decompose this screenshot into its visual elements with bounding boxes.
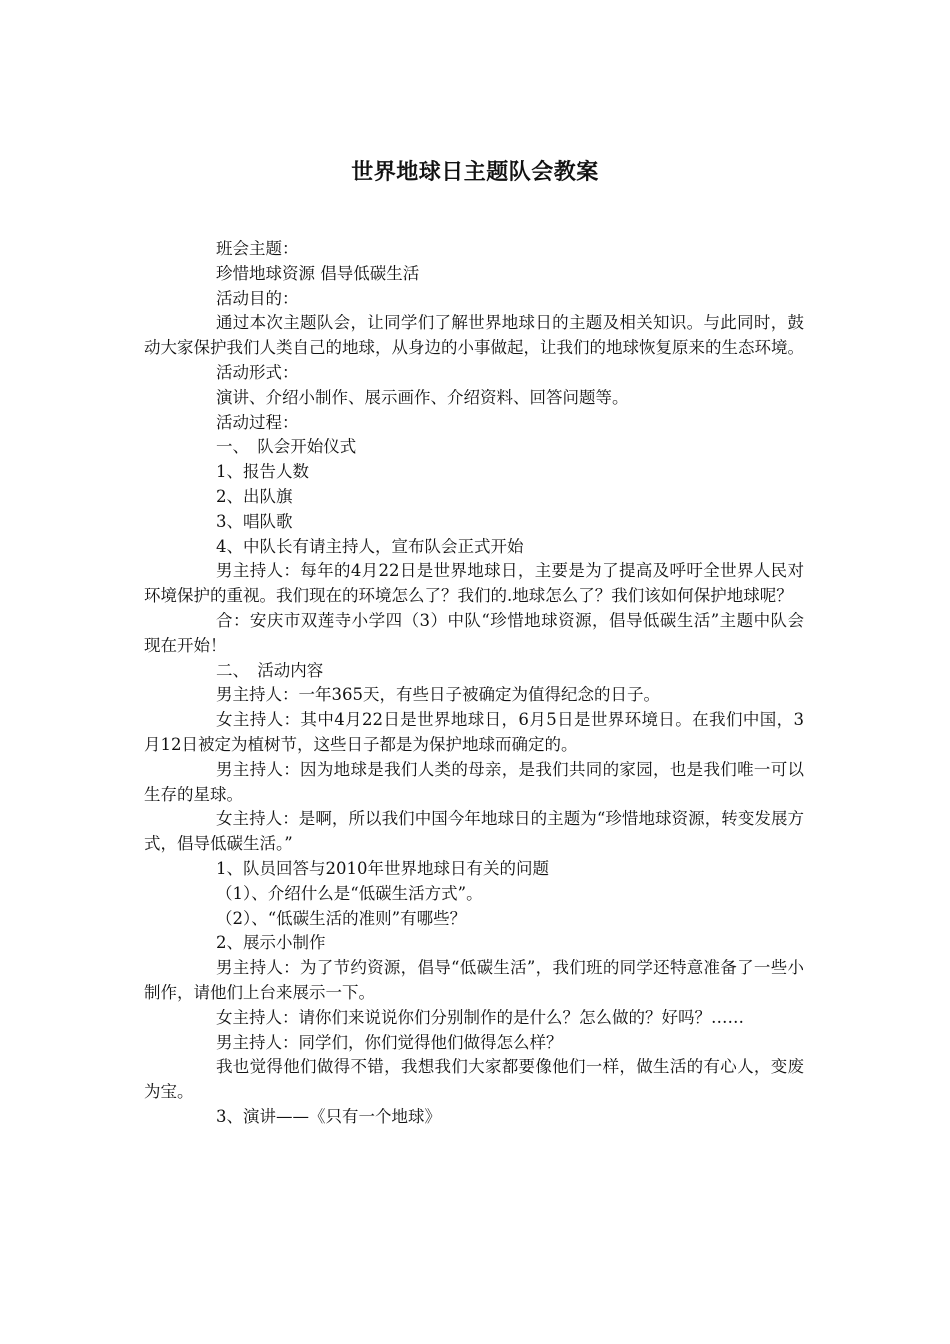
document-body: [144, 237, 804, 1130]
paragraph: 一、 队会开始仪式: [216, 437, 357, 457]
paragraph: 我也觉得他们做得不错，我想我们大家都要像他们一样，做生活的有心人，变废为宝。: [144, 1057, 804, 1102]
paragraph: 1、队员回答与2010年世界地球日有关的问题: [216, 858, 549, 878]
paragraph: 1、报告人数: [216, 462, 309, 482]
paragraph: 班会主题：: [216, 239, 299, 258]
document-title: 世界地球日主题队会教案: [351, 160, 599, 185]
paragraph: 男主持人：因为地球是我们人类的母亲，是我们共同的家园，也是我们唯一可以生存的星球。: [144, 759, 804, 804]
paragraph: 3、演讲——《只有一个地球》: [216, 1106, 441, 1126]
paragraph: 2、出队旗: [216, 486, 293, 506]
paragraph: 4、中队长有请主持人，宣布队会正式开始: [216, 536, 524, 556]
paragraph: 男主持人：一年365天，有些日子被确定为值得纪念的日子。: [216, 685, 660, 705]
paragraph: 通过本次主题队会，让同学们了解世界地球日的主题及相关知识。与此同时，鼓动大家保护我们人类自己的地球，从身边的小事做起，让我们的地球恢复原来的生态环境。: [144, 313, 804, 358]
paragraph: 合：安庆市双莲寺小学四（3）中队“珍惜地球资源，倡导低碳生活”主题中队会现在开始！: [144, 610, 804, 655]
paragraph: 2、展示小制作: [216, 933, 326, 953]
paragraph: 3、唱队歌: [216, 511, 293, 531]
paragraph: 活动形式：: [216, 362, 299, 382]
paragraph: 女主持人：其中4月22日是世界地球日，6月5日是世界环境日。在我们中国，3月12日被定为植树节，这些日子都是为保护地球而确定的。: [144, 710, 804, 754]
paragraph: 男主持人：同学们，你们觉得他们做得怎么样？: [216, 1032, 563, 1052]
paragraph: （2）、“低碳生活的准则”有哪些？: [216, 908, 467, 928]
paragraph: （1）、介绍什么是“低碳生活方式”。: [216, 883, 483, 903]
paragraph: 女主持人：请你们来说说你们分别制作的是什么？怎么做的？好吗？……: [216, 1007, 744, 1027]
paragraph: 男主持人：每年的4月22日是世界地球日，主要是为了提高及呼吁全世界人民对环境保护的重视。我们现在的环境怎么了？我们的.地球怎么了？我们该如何保护地球呢？: [144, 561, 804, 606]
paragraph: 活动目的：: [216, 288, 299, 308]
paragraph: 活动过程：: [216, 412, 299, 432]
paragraph: 演讲、介绍小制作、展示画作、介绍资料、回答问题等。: [216, 387, 629, 407]
paragraph: 女主持人：是啊，所以我们中国今年地球日的主题为“珍惜地球资源，转变发展方式，倡导低碳生活。”: [144, 809, 804, 854]
paragraph: 男主持人：为了节约资源，倡导“低碳生活”，我们班的同学还特意准备了一些小制作，请他们上台来展示一下。: [144, 958, 804, 1002]
paragraph: 珍惜地球资源 倡导低碳生活: [216, 263, 420, 283]
paragraph: 二、 活动内容: [216, 660, 324, 680]
